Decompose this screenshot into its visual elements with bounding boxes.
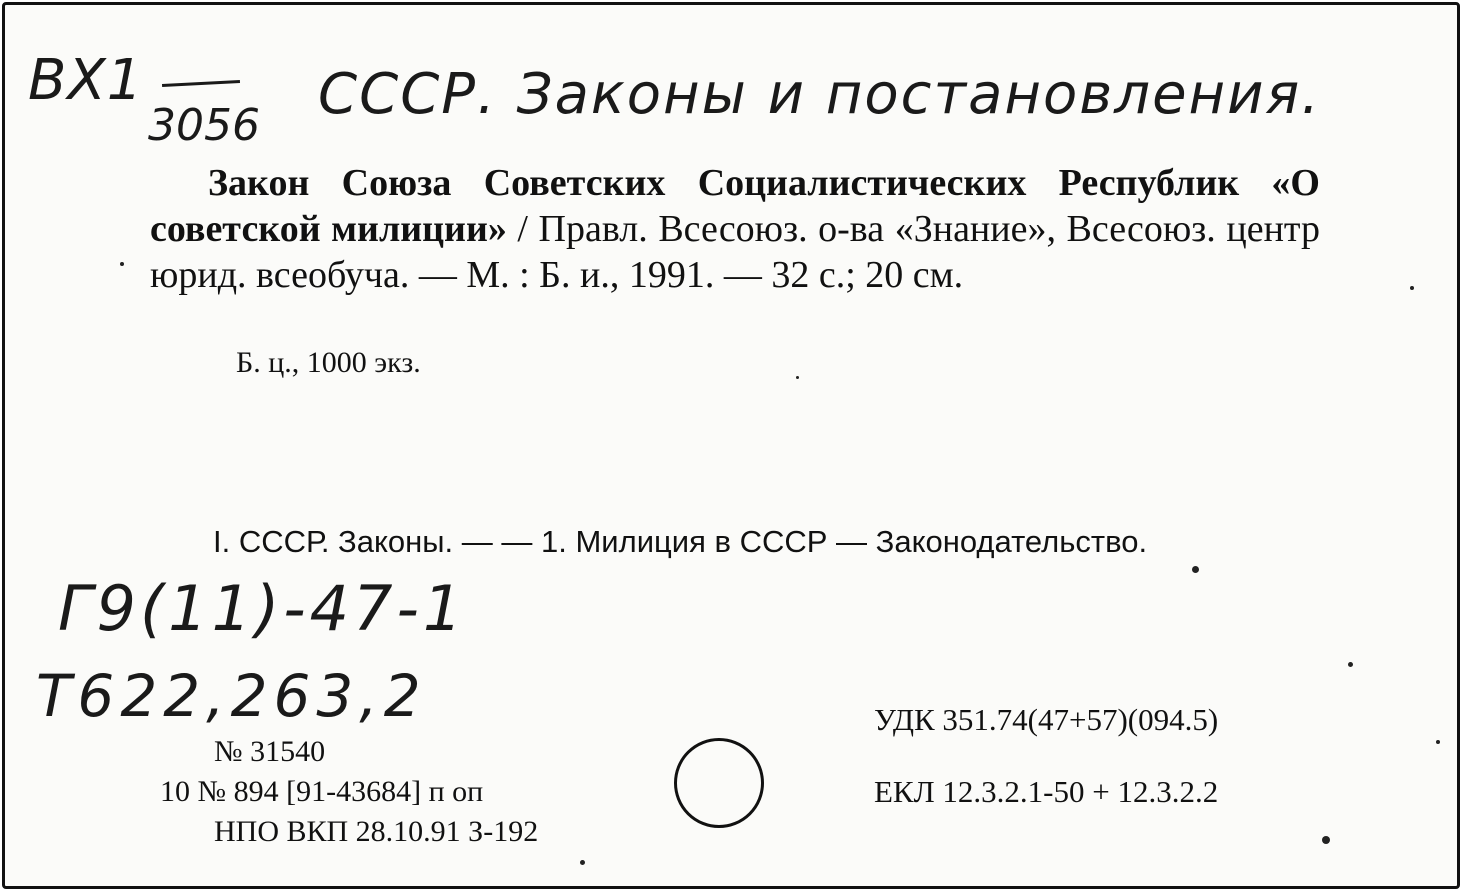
scan-speck: [1322, 836, 1330, 844]
classification-code-2: Т622,263,2: [36, 662, 427, 730]
scan-speck: [120, 262, 124, 266]
classification-code-1: Г9(11)-47-1: [58, 572, 467, 645]
card-punch-hole: [674, 738, 764, 828]
card-number: № 31540: [214, 735, 326, 768]
order-number: 10 № 894 [91-43684] п оп: [160, 775, 484, 808]
publication-info: [160, 732, 538, 852]
scan-speck: [1192, 566, 1199, 573]
entry-title: Закон Союза Советских Социалистических Республик «О советской милиции»: [150, 162, 1320, 250]
scan-speck: [1348, 662, 1353, 667]
price-and-print-run: Б. ц., 1000 экз.: [236, 346, 421, 379]
scan-speck: [1436, 740, 1440, 744]
subject-heading: СССР. Законы и постановления.: [318, 62, 1322, 127]
shelf-mark-number: 3056: [148, 100, 260, 151]
printer-info: НПО ВКП 28.10.91 З-192: [214, 815, 539, 848]
scan-speck: [1410, 286, 1414, 290]
scan-speck: [796, 376, 799, 379]
subject-tracings: I. СССР. Законы. — — 1. Милиция в СССР — Законодательство.: [213, 524, 1148, 559]
bibliographic-entry: [150, 160, 1320, 298]
udc-index: УДК 351.74(47+57)(094.5): [874, 702, 1219, 737]
ekl-index: ЕКЛ 12.3.2.1-50 + 12.3.2.2: [874, 774, 1219, 809]
scan-speck: [580, 860, 585, 865]
entry-statement: / Правл. Всесоюз. о-ва «Знание», Всесоюз. центр юрид. всеобуча. — М. : Б. и., 1991. — 32 с.; 20 см.: [150, 208, 1320, 296]
shelf-mark: ВХ1: [28, 48, 144, 113]
